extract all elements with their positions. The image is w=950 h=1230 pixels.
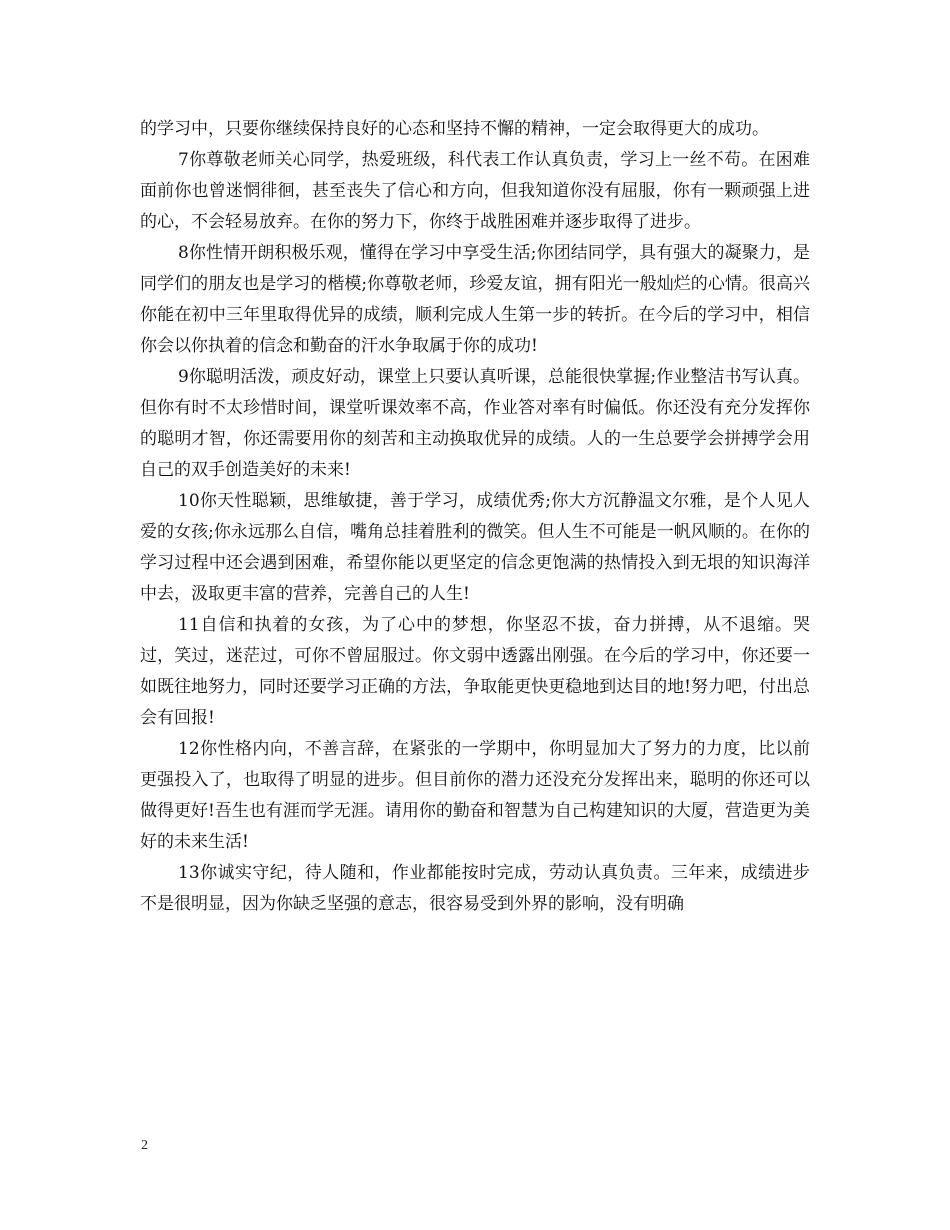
paragraph-comment-12: 12你性格内向，不善言辞，在紧张的一学期中，你明显加大了努力的力度，比以前更强投入了，也取得了明显的进步。但目前你的潜力还没充分发挥出来，聪明的你还可以做得更好!吾生也有涯而学无涯。请用你的勤奋和智慧为自己构建知识的大厦，营造更为美好的未来生活! [140,739,810,852]
document-body [140,114,810,920]
paragraph-comment-8: 8你性情开朗积极乐观，懂得在学习中享受生活;你团结同学，具有强大的凝聚力，是同学们的朋友也是学习的楷模;你尊敬老师，珍爱友谊，拥有阳光一般灿烂的心情。很高兴你能在初中三年里取得优异的成绩，顺利完成人生第一步的转折。在今后的学习中，相信你会以你执着的信念和勤奋的汗水争取属于你的成功! [140,243,810,356]
paragraph-comment-9: 9你聪明活泼，顽皮好动，课堂上只要认真听课，总能很快掌握;作业整洁书写认真。但你有时不太珍惜时间，课堂听课效率不高，作业答对率有时偏低。你还没有充分发挥你的聪明才智，你还需要用你的刻苦和主动换取优异的成绩。人的一生总要学会拼搏学会用自己的双手创造美好的未来! [140,367,810,480]
page-number: 2 [141,1138,148,1153]
paragraph-comment-7: 7你尊敬老师关心同学，热爱班级，科代表工作认真负责，学习上一丝不苟。在困难面前你也曾迷惘徘徊，甚至丧失了信心和方向，但我知道你没有屈服，你有一颗顽强上进的心，不会轻易放弃。在你的努力下，你终于战胜困难并逐步取得了进步。 [140,150,810,232]
paragraph-comment-10: 10你天性聪颖，思维敏捷，善于学习，成绩优秀;你大方沉静温文尔雅，是个人见人爱的女孩;你永远那么自信，嘴角总挂着胜利的微笑。但人生不可能是一帆风顺的。在你的学习过程中还会遇到困难，希望你能以更坚定的信念更饱满的热情投入到无垠的知识海洋中去，汲取更丰富的营养，完善自己的人生! [140,491,810,604]
paragraph-comment-11: 11自信和执着的女孩，为了心中的梦想，你坚忍不拔，奋力拼搏，从不退缩。哭过，笑过，迷茫过，可你不曾屈服过。你文弱中透露出刚强。在今后的学习中，你还要一如既往地努力，同时还要学习正确的方法，争取能更快更稳地到达目的地!努力吧，付出总会有回报! [140,615,810,728]
paragraph-comment-13: 13你诚实守纪，待人随和，作业都能按时完成，劳动认真负责。三年来，成绩进步不是很明显，因为你缺乏坚强的意志，很容易受到外界的影响，没有明确 [140,863,810,914]
paragraph-continuation: 的学习中，只要你继续保持良好的心态和坚持不懈的精神，一定会取得更大的成功。 [140,119,769,139]
